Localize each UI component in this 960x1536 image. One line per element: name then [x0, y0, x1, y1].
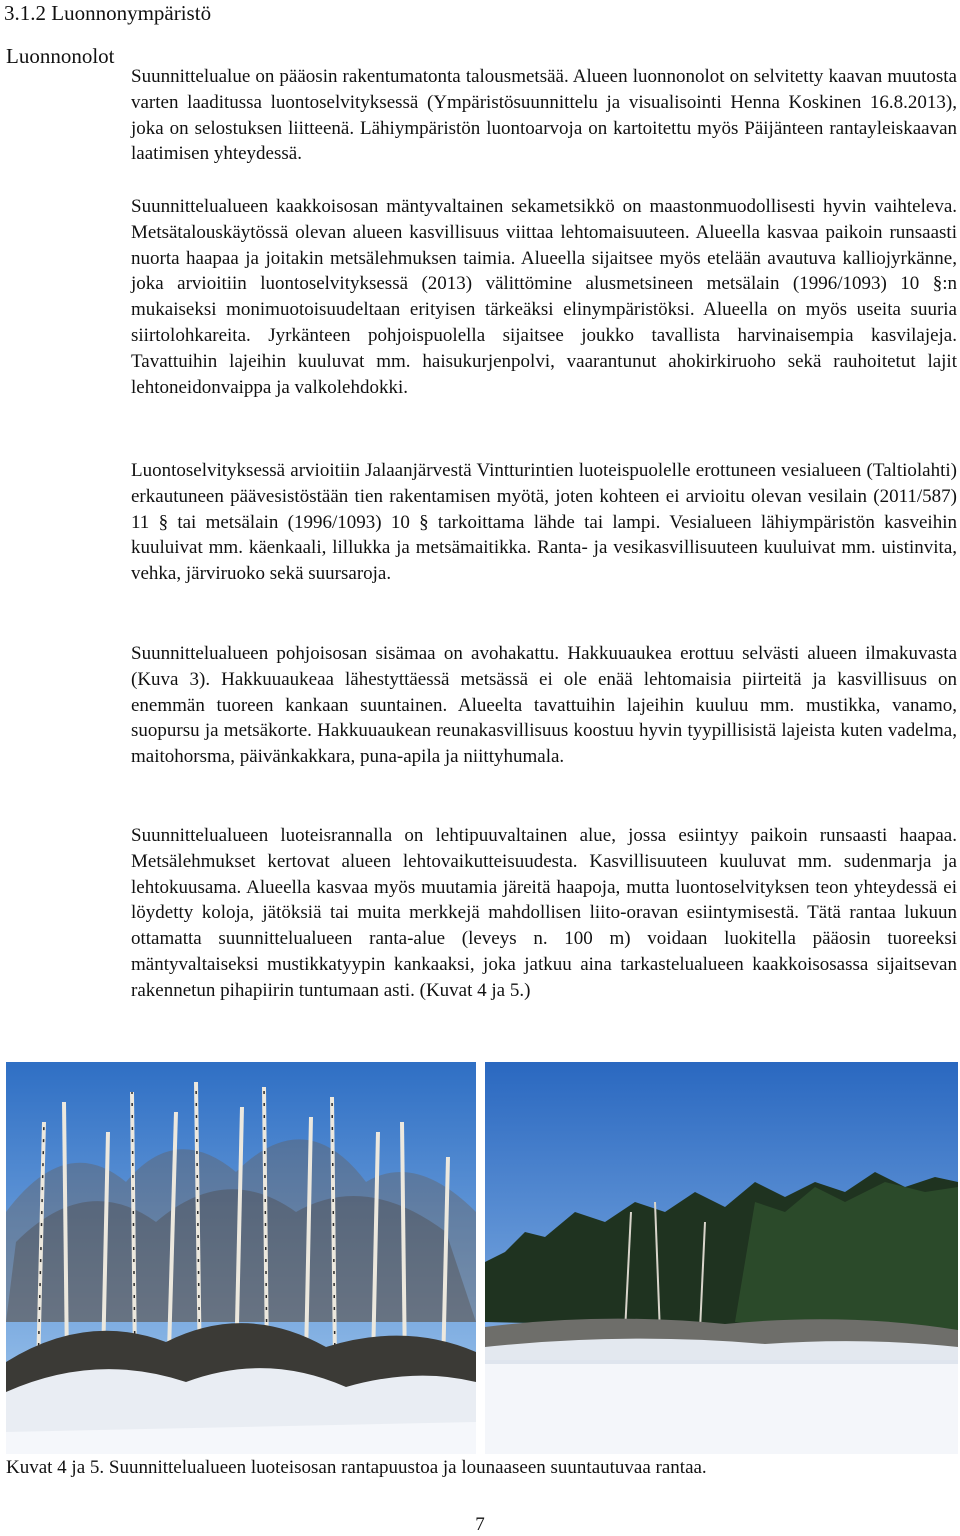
- photo-caption: Kuvat 4 ja 5. Suunnittelualueen luoteisosan rantapuustoa ja lounaaseen suuntautuvaa rantaa.: [6, 1457, 707, 1478]
- photo-birch-shore: [6, 1062, 476, 1454]
- photo-frozen-shore: [485, 1062, 958, 1454]
- paragraph-north: Suunnittelualueen pohjoisosan sisämaa on avohakattu. Hakkuuaukea erottuu selvästi alueen ilmakuvasta (Kuva 3). Hakkuuaukeaa lähestyttäessä metsässä ei ole enää lehtomaisia piirteitä ja kasvillisuus on enemmän tuoreen kankaan suuntainen. Alueelta tavattuihin lajeihin kuuluu mm. mustikka, vanamo, suopursu ja metsäkorte. Hakkuuaukean reunakasvillisuus koostuu hyvin tyypillisistä lajeista kuten vadelma, maitohorsma, päivänkakkara, puna-apila ja niittyhumala.: [131, 643, 957, 768]
- subheading: Luonnonolot: [6, 44, 115, 68]
- page-number: 7: [475, 1514, 485, 1535]
- paragraph-intro: Suunnittelualue on pääosin rakentumatonta talousmetsää. Alueen luonnonolot on selvitetty kaavan muutosta varten laaditussa luontoselvityksessä (Ympäristösuunnittelu ja visualisointi Henna Koskinen 16.8.2013), joka on selostuksen liitteenä. Lähiympäristön luontoarvoja on kartoitettu myös Päijänteen rantayleiskaavan laatimisen yhteydessä.: [131, 66, 957, 165]
- paragraph-southeast: Suunnittelualueen kaakkoisosan mäntyvaltainen sekametsikkö on maastonmuodollisesti hyvin vaihteleva. Metsätalouskäytössä olevan alueen kasvillisuus viittaa lehtomaisuuteen. Alueella kasvaa paikoin runsaasti nuorta haapaa ja joitakin metsälehmuksen taimia. Alueella sijaitsee myös etelään avautuva kalliojyrkänne, joka arvioitiin luontoselvityksessä (2013) välittömine alusmetsineen metsälain (1996/1093) 10 §:n mukaiseksi monimuotoisuudeltaan erityisen tärkeäksi elinympäristöksi. Alueella on myös useita suuria siirtolohkareita. Jyrkänteen pohjoispuolella sijaitsee joukko tavallista harvinaisempia kasvilajeja. Tavattuihin lajeihin kuuluvat mm. haisukurjenpolvi, vaarantunut ahokirkiruoho sekä rauhoitetut lajit lehtoneidonvaippa ja valkolehdokki.: [131, 196, 957, 398]
- section-heading: 3.1.2 Luonnonympäristö: [4, 1, 212, 25]
- paragraph-water-area: Luontoselvityksessä arvioitiin Jalaanjärvestä Vintturintien luoteispuolelle erottuneen vesialueen (Taltiolahti) erkautuneen päävesistöstään tien rakentamisen myötä, joten kohteen ei arvioitu olevan vesilain (2011/587) 11 § tai metsälain (1996/1093) 10 § tarkoittama lähde tai lampi. Vesialueen lähiympäristön kasveihin kuuluivat mm. käenkaali, lillukka ja metsämaitikka. Ranta- ja vesikasvillisuuteen kuuluivat mm. uistinvita, vehka, järviruoko sekä suursaroja.: [131, 460, 957, 585]
- paragraph-northwest-shore: Suunnittelualueen luoteisrannalla on lehtipuuvaltainen alue, jossa esiintyy paikoin runsaasti haapaa. Metsälehmukset kertovat alueen lehtovaikutteisuudesta. Kasvillisuuteen kuuluvat mm. sudenmarja ja lehtokuusama. Alueella kasvaa myös muutamia järeitä haapoja, mutta luontoselvityksen teon yhteydessä ei löydetty koloja, jätöksiä tai muita merkkejä mahdollisen liito-oravan esiintymisestä. Tätä rantaa lukuun ottamatta suunnittelualueen ranta-alue (leveys n. 100 m) voidaan luokitella pääosin tuoreeksi mäntyvaltaiseksi mustikkatyypin kankaaksi, joka jatkuu aina tarkastelualueen kaakkoisosassa sijaitsevan rakennetun pihapiirin tuntumaan asti. (Kuvat 4 ja 5.): [131, 825, 957, 1001]
